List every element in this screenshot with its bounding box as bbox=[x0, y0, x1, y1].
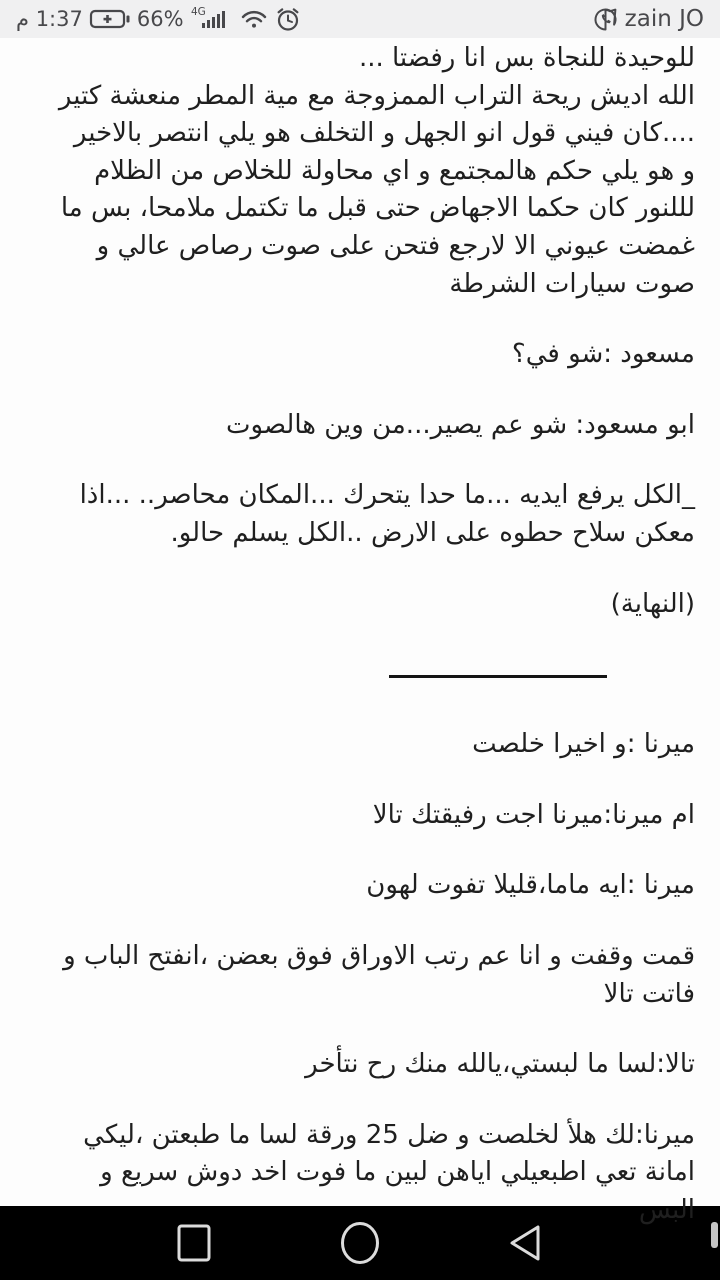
text-line: للوحيدة للنجاة بس انا رفضتا ... bbox=[358, 43, 695, 73]
text-line: تالا:لسا ما لبستي،يالله منك رح نتأخر bbox=[305, 1049, 695, 1080]
text-line: ....كان فيني قول انو الجهل و التخلف هو يلي انتصر بالاخير bbox=[73, 118, 695, 149]
text-line: غمضت عيوني الا لارجع فتحن على صوت رصاص عالي و bbox=[96, 230, 695, 261]
battery-percent-label: 66% bbox=[136, 7, 184, 31]
paragraph bbox=[22, 336, 695, 374]
paragraph bbox=[22, 867, 695, 905]
text-line: معكن سلاح حطوه على الارض ..الكل يسلم حالو. bbox=[170, 517, 695, 548]
text-line: قمت وقفت و انا عم رتب الاوراق فوق بعضن ،انفتح الباب و bbox=[63, 940, 695, 971]
whatsapp-icon bbox=[592, 6, 619, 33]
scrollbar-thumb[interactable] bbox=[711, 1222, 718, 1248]
wifi-icon bbox=[240, 6, 268, 32]
text-line: لللنور كان حكما الاجهاض حتى قبل ما تكتمل ملامحا، بس ما bbox=[60, 193, 695, 224]
status-bar bbox=[0, 0, 720, 38]
alarm-clock-icon bbox=[274, 6, 302, 33]
paragraph bbox=[22, 726, 695, 764]
status-bar-right-cluster bbox=[592, 6, 704, 33]
text-line: امانة تعي اطبعيلي اياهن لبين ما فوت اخد دوش سريع و bbox=[100, 1157, 695, 1188]
text-line: مسعود :شو في؟ bbox=[511, 339, 695, 370]
text-line: فاتت تالا bbox=[603, 978, 695, 1009]
text-line: (النهاية) bbox=[610, 588, 695, 619]
battery-charging-icon bbox=[89, 6, 131, 32]
text-line: الله اديش ريحة التراب الممزوجة مع مية المطر منعشة كتير bbox=[58, 80, 695, 111]
paragraph bbox=[22, 797, 695, 835]
status-bar-left-cluster bbox=[16, 6, 302, 33]
document-content[interactable] bbox=[0, 38, 720, 1225]
clock-time: 1:37 م bbox=[16, 7, 83, 31]
text-line: صوت سيارات الشرطة bbox=[449, 268, 695, 299]
paragraph bbox=[22, 1046, 695, 1084]
signal-bars-icon bbox=[190, 6, 234, 32]
text-line: ام ميرنا:ميرنا اجت رفيقتك تالا bbox=[372, 799, 695, 830]
text-line: ميرنا :ايه ماما،قليلا تفوت لهون bbox=[366, 870, 695, 901]
text-line: ميرنا :و اخيرا خلصت bbox=[472, 729, 695, 760]
paragraph bbox=[22, 407, 695, 445]
text-line: ابو مسعود: شو عم يصير...من وين هالصوت bbox=[225, 409, 695, 440]
network-type-label: 4G bbox=[190, 6, 206, 18]
paragraph bbox=[22, 1117, 695, 1230]
horizontal-rule bbox=[389, 656, 607, 678]
paragraph bbox=[22, 938, 695, 1013]
text-line: البس bbox=[638, 1194, 695, 1225]
carrier-label: zain JO bbox=[624, 6, 704, 32]
paragraph bbox=[22, 586, 695, 624]
text-line: _الكل يرفع ايديه ...ما حدا يتحرك ...المكان محاصر.. ...اذا bbox=[79, 480, 695, 511]
text-line: ميرنا:لك هلأ لخلصت و ضل 25 ورقة لسا ما طبعتن ،ليكي bbox=[83, 1119, 695, 1150]
paragraph bbox=[22, 477, 695, 552]
paragraph bbox=[22, 40, 695, 303]
text-line: و هو يلي حكم هالمجتمع و اي محاولة للخلاص من الظلام bbox=[94, 155, 695, 186]
